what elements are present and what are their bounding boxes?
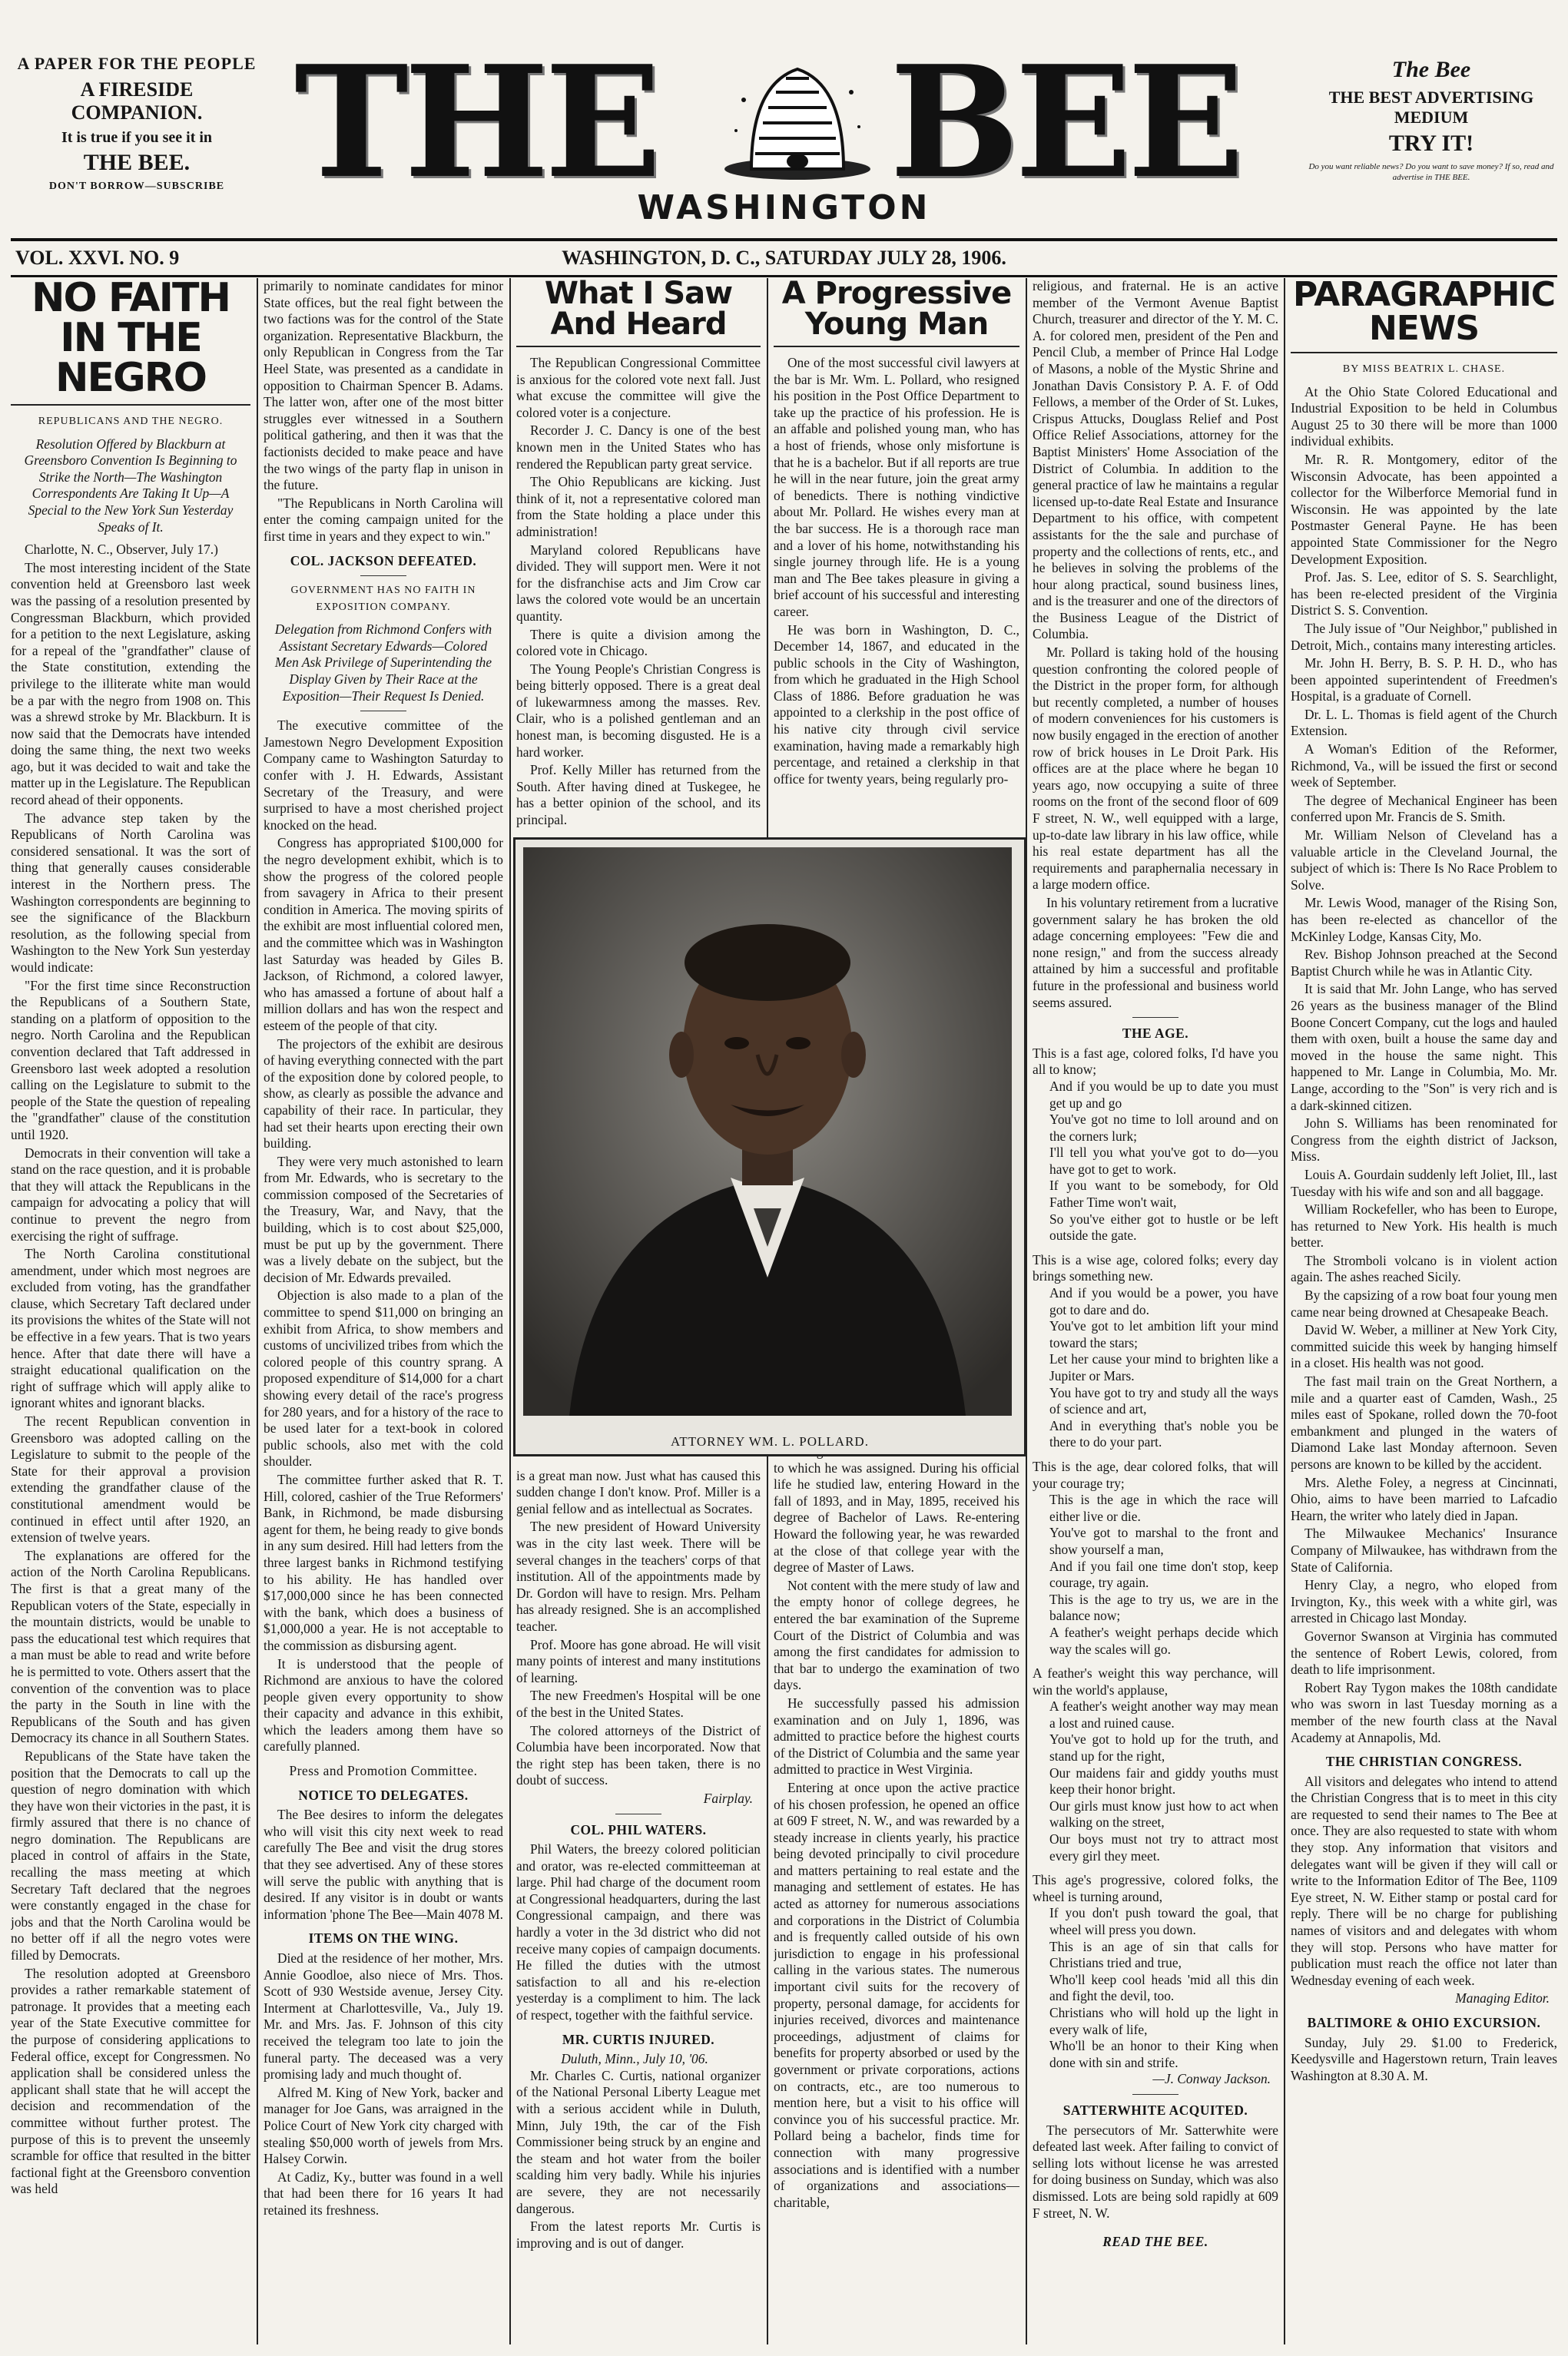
- paragraph: Prof. Jas. S. Lee, editor of S. S. Searchlight, has been re-elected president of the Virginia District S. S. Convention.: [1291, 569, 1557, 618]
- paragraph: Objection is also made to a plan of the committee to spend $11,000 on bringing an exhibit from Africa, to show members and customs of uncivilized tribes from which the colored people of this country sprang. A proposed expenditure of $14,000 for a chart showing every detail of the race's progress for 280 years, and for a history of the race to be used later for a text-book in colored public schools, also met with the cold shoulder.: [264, 1287, 503, 1470]
- column-rule: [257, 278, 258, 2344]
- paragraph: Mr. William Nelson of Cleveland has a valuable article in the Cleveland Journal, the subject of which is: There Is No Race Problem to Solve.: [1291, 827, 1557, 893]
- brand-the: THE: [294, 32, 658, 213]
- paragraph: The projectors of the exhibit are desirous of having everything connected with the part of the exposition done by colored people, to show, as clearly as possible the advance and capability of their race. In particular, they had set their hearts upon erecting their own building.: [264, 1036, 503, 1151]
- masthead: [14, 32, 1554, 238]
- column-2: [264, 278, 503, 2344]
- paragraph: Mr. Lewis Wood, manager of the Rising Son, has been re-elected as chancellor of the McKinley Lodge, Kansas City, Mo.: [1291, 895, 1557, 944]
- subhead: BALTIMORE & OHIO EXCURSION.: [1307, 2015, 1541, 2030]
- paragraph: The committee further asked that R. T. Hill, colored, cashier of the True Reformers' Bank, in Richmond, be made disbursing agent for them, he being ready to give bonds in any sum desired. Hill had letters from the three largest banks in Richmond testifying to his ability. He has handled over $17,000,000 since he has been connected with the bank, which does a business of $1,000,000 a year. He is not acceptable to the commission as disbursing agent.: [264, 1471, 503, 1653]
- poem-line: You've got to marshal to the front and show yourself a man,: [1049, 1525, 1278, 1557]
- paragraph: He was born in Washington, D. C., December 14, 1867, and educated in the public schools in the City of Washington, from which he graduated in the High School Class of 1886. Before graduation he was appointed to a clerkship in the post office of his native city through civil service examination, having made a remarkably high percentage, and retained a clerkship in that office for twenty years, being regularly pro-: [774, 621, 1019, 787]
- deck: Delegation from Richmond Confers with Assistant Secretary Edwards—Colored Men Ask Privilege of Superintending the Display Given by Their Race at the Exposition—Their Request Is Denied.: [274, 621, 492, 704]
- column-rule: [509, 278, 511, 2344]
- poem-line: A feather's weight perhaps decide which way the scales will go.: [1049, 1624, 1278, 1657]
- poem-line: Let her cause your mind to brighten like a Jupiter or Mars.: [1049, 1351, 1278, 1383]
- paragraph: Phil Waters, the breezy colored politician and orator, was re-elected committeeman at large. Phil had charge of the document room at Congressional headquarters, during the last Congressional campaign, and there was hardly a voter in the 3d district who did not receive many copies of campaign documents. He filled the duties with the utmost satisfaction to all and his re-election yesterday is a compliment to him. The lack of respect, together with the faithful service.: [516, 1841, 761, 2023]
- portrait-photo: [513, 837, 1026, 1456]
- right-ear-box: [1308, 54, 1554, 183]
- column-rule: [1284, 278, 1285, 2344]
- paragraph: The Young People's Christian Congress is being bitterly opposed. There is a great deal of lukewarmness among the masses. Rev. Clair, who is a polished gentleman and an honest man, is becoming disgusted. He is a hard worker.: [516, 661, 761, 760]
- poem-line: Who'll be an honor to their King when done with sin and strife.: [1049, 2038, 1278, 2070]
- signature: Fairplay.: [703, 1790, 753, 1806]
- subhead: Press and Promotion Committee.: [289, 1763, 478, 1779]
- poem-line: A feather's weight another way may mean a lost and ruined cause.: [1049, 1698, 1278, 1731]
- ear-line: A PAPER FOR THE PEOPLE: [17, 54, 257, 73]
- poem-line: You've got no time to loll around and on the corners lurk;: [1049, 1112, 1278, 1144]
- ear-line: The Bee: [1391, 57, 1471, 82]
- paragraph: The Ohio Republicans are kicking. Just think of it, not a representative colored man from the State holding a place under this administration!: [516, 474, 761, 539]
- portrait-man-icon: [523, 847, 1012, 1416]
- ear-line: DON'T BORROW—SUBSCRIBE: [48, 181, 225, 192]
- paragraph: Robert Ray Tygon makes the 108th candidate who was sworn in last Tuesday morning as a member of the new fourth class at the Naval Academy at Annapolis, Md.: [1291, 1679, 1557, 1745]
- poem-line: You've got to let ambition lift your mind toward the stars;: [1049, 1318, 1278, 1350]
- paragraph: Sunday, July 29. $1.00 to Frederick, Keedysville and Hagerstown return, Train leaves Washington at 8.30 A. M.: [1291, 2034, 1557, 2083]
- volume-number: VOL. XXVI. NO. 9: [15, 247, 180, 269]
- headline-no-faith: NO FAITH IN THE NEGRO: [11, 278, 250, 406]
- subhead: SATTERWHITE ACQUITED.: [1062, 2102, 1248, 2118]
- poem-line: This is a wise age, colored folks; every day brings something new.: [1033, 1251, 1278, 1284]
- deck: Resolution Offered by Blackburn at Greensboro Convention Is Beginning to Strike the North—The Washington Correspondents Are Taking It Up—A Special to the New York Sun Yesterday Speaks of It.: [24, 436, 237, 535]
- paragraph: Entering at once upon the active practice of his chosen profession, he opened an office at 609 F street, N. W., and was rewarded by a steady increase in clients yearly, his practice being devoted principally to civil procedure and matters pertaining to real estate and the managing and settlement of estates. He has acted as attorney for numerous associations and corporations in the District of Columbia and is frequently called outside of his own jurisdiction to engage in his professional calling in the various states. The numerous important civil suits for the recovery of property, personal damage, for accidents for injuries received, divorces and maintenance proceedings, adjustment of claims for benefits for property absorbed or used by the government or private corporations, actions on contracts, etc., are too numerous to mention here, but a visit to his office will convince you of his successful practice. Mr. Pollard being a bachelor, finds time for connection with many progressive associations and is identified with a number of organizations and associations—charitable,: [774, 1779, 1019, 2210]
- footer-slogan: READ THE BEE.: [1102, 2234, 1208, 2250]
- poem-line: This is an age of sin that calls for Christians tried and true,: [1049, 1938, 1278, 1971]
- paragraph: "For the first time since Reconstruction the Republicans of a Southern State, standing on a platform of opposition to the negro. North Carolina and the Republican convention declared that Taft addressed in Greensboro last week adopted a resolution calling on the Legislature to submit to the people of the State the question of repealing the "grandfather" clause of the constitution until 1920.: [11, 977, 250, 1142]
- paragraph: At Cadiz, Ky., butter was found in a well that had been there for 16 years It had retained its freshness.: [264, 2169, 503, 2218]
- paragraph: religious, and fraternal. He is an active member of the Vermont Avenue Baptist Church, treasurer and director of the Y. M. C. A. for colored men, president of the Pen and Pencil Club, a member of Prince Hal Lodge of Masons, a noble of the Mystic Shrine and Jonathan Davis Consistory P. A. F. of Odd Fellows, a member of the Order of St. Lukes, Crispus Attucks, Douglass Relief and Post Office Relief Associations, attorney for the Baptist Ministers' Home Association of the District of Columbia. In addition to the general practice of law he maintains a regular licensed up-to-date Real Estate and Insurance Department to his office, with competent assistants for the the sale and purchase of property and the collections of rents, etc., and he believes in solving the problems of the hour along practical, sound business lines, and is the treasurer and one of the directors of the Business League of the District of Columbia.: [1033, 278, 1278, 642]
- column-6: [1291, 278, 1557, 2344]
- ear-line: THE BEE.: [83, 150, 191, 175]
- poem-line: If you want to be somebody, for Old Father Time won't wait,: [1049, 1178, 1278, 1211]
- paragraph: to which he was assigned. During his official life he studied law, entering Howard in the fall of 1893, and in May, 1895, received his degree of Bachelor of Laws. Re-entering Howard the following year, he was rewarded at the close of that college year with the degree of Master of Laws.: [774, 1460, 1019, 1576]
- paragraph: Henry Clay, a negro, who eloped from Irvington, Ky., this week with a white girl, was arrested in Chicago last Monday.: [1291, 1577, 1557, 1626]
- paragraph: Congress has appropriated $100,000 for the negro development exhibit, which is to show the progress of the colored people from savagery in Africa to their present condition in America. The moving spirits of the exhibit are most influential colored men, and the committee which was in Washington last Saturday was headed by Giles B. Jackson, of Richmond, a colored lawyer, who has amassed a fortune of about half a million dollars and has won the respect and esteem of the people of that city.: [264, 835, 503, 1033]
- paragraph: Mr. Pollard is taking hold of the housing question confronting the colored people of the District in the proper form, for although but recently completed, a number of houses of modern conveniences for his customers is now busily engaged in the erection of another row of brick houses in Le Droit Park. His offices are at the place where he began 10 years ago, now occupying a suite of three rooms on the front of the second floor of 609 F street, N. W., well equipped with a large, up-to-date law library in his law office, while his real estate department has all the requirements and paraphernalia necessary in a large modern office.: [1033, 645, 1278, 893]
- paragraph: The advance step taken by the Republicans of North Carolina was considered sensational. It was the sort of thing that generally causes considerable interest in the Northern press. The Washington correspondents are beginning to see the significance of the Blackburn resolution, as the following special from Washington to the New York Sun yesterday would indicate:: [11, 810, 250, 975]
- subhead: ITEMS ON THE WING.: [308, 1930, 459, 1947]
- divider: [360, 575, 406, 576]
- paragraph: Prof. Kelly Miller has returned from the South. After having dined at Tuskegee, he has a better opinion of the school, and its principal.: [516, 762, 761, 828]
- poem-line: And if you fail one time don't stop, keep courage, try again.: [1049, 1558, 1278, 1591]
- paragraph: The degree of Mechanical Engineer has been conferred upon Mr. Francis de S. Smith.: [1291, 792, 1557, 825]
- left-ear-box: [14, 54, 260, 193]
- paragraph: The new president of Howard University was in the city last week. There will be several changes in the teachers' corps of that institution. All of the appointments made by Dr. Gordon will have to resign. Mrs. Pelham has already resigned. She is an accomplished teacher.: [516, 1519, 761, 1634]
- paragraph: The explanations are offered for the action of the North Carolina Republicans. The first is that a great many of the Republican voters of the State, especially in the mountain districts, would be unable to pass the educational test which requires that a man must be able to read and write before he is permitted to vote. Others assert that the convention of the convention was to place the party in the South in line with the Republicans of the South and has given Democracy its chance in all Southern States.: [11, 1547, 250, 1746]
- headline-paragraphic-news: PARAGRAPHIC NEWS: [1291, 278, 1557, 353]
- issue-date: WASHINGTON, D. C., SATURDAY JULY 28, 1906.: [562, 247, 1006, 269]
- paragraph: From the latest reports Mr. Curtis is improving and is out of danger.: [516, 2218, 761, 2251]
- dateline-bar: [11, 238, 1557, 277]
- dateline-small: Duluth, Minn., July 10, '06.: [561, 2051, 708, 2067]
- poem-line: And if you would be a power, you have got to dare and do.: [1049, 1285, 1278, 1317]
- paragraph: Mr. R. R. Montgomery, editor of the Wisconsin Advocate, has been appointed a collector for the Wilberforce Memorial fund in Wisconsin. He was appointed by the late Postmaster General Payne. He has been appointed State Commissioner for the Negro Development Exposition.: [1291, 451, 1557, 567]
- paragraph: A Woman's Edition of the Reformer, Richmond, Va., will be issued the first or second week of September.: [1291, 741, 1557, 790]
- ear-line: A FIRESIDE COMPANION.: [71, 78, 203, 124]
- poem-line: Our boys must not try to attract most every girl they meet.: [1049, 1831, 1278, 1864]
- poem-the-age: [1033, 1045, 1278, 2072]
- subhead: MR. CURTIS INJURED.: [562, 2031, 715, 2047]
- paragraph: The Bee desires to inform the delegates who will visit this city next week to read carefully The Bee and visit the drug stores that they see advertised. Any of these stores will serve the public with anything that is desired. If any visitor is in doubt or wants information 'phone The Bee—Main 4078 M.: [264, 1807, 503, 1922]
- paragraph: Charlotte, N. C., Observer, July 17.): [25, 542, 218, 558]
- column-5: [1033, 278, 1278, 2344]
- paragraph: Rev. Bishop Johnson preached at the Second Baptist Church while he was in Atlantic City.: [1291, 946, 1557, 979]
- divider: [1132, 1017, 1178, 1018]
- signature: Managing Editor.: [1455, 1990, 1550, 2006]
- paragraph: is a great man now. Just what has caused this sudden change I don't know. Prof. Miller is a genial fellow and as intellectual as Socrates.: [516, 1467, 761, 1516]
- paragraph: He successfully passed his admission examination and on July 1, 1896, was admitted to practice before the highest courts of the District of Columbia and the same year admitted to practice in West Virginia.: [774, 1695, 1019, 1778]
- headline-what-i-saw: What I Saw And Heard: [516, 278, 761, 347]
- paragraph: All visitors and delegates who intend to attend the Christian Congress that is to meet in this city are requested to send their names to The Bee at once. They are also requested to state with whom they stop. Any information that visitors and delegates want will be given if they will call or write to the Information Editor of The Bee, 1109 Eye street, N. W. Either stamp or postal card for reply. There will be no charge for publishing names of visitors and and delegates with whom they will stop. Persons who have matter for publication must reach the office not later than Wednesday evening of each week.: [1291, 1773, 1557, 1988]
- paragraph: The Stromboli volcano is in violent action again. The ashes reached Sicily.: [1291, 1252, 1557, 1285]
- poem-line: This age's progressive, colored folks, the wheel is turning around,: [1033, 1872, 1278, 1904]
- paragraph: Governor Swanson at Virginia has commuted the sentence of Robert Lewis, colored, from death to life imprisonment.: [1291, 1628, 1557, 1678]
- paragraph: At the Ohio State Colored Educational and Industrial Exposition to be held in Columbus August 25 to 30 there will be more than 1000 individual exhibits.: [1291, 383, 1557, 449]
- masthead-city: WASHINGTON: [637, 188, 931, 227]
- subhead: THE CHRISTIAN CONGRESS.: [1325, 1754, 1523, 1770]
- ear-line: THE BEST ADVERTISING MEDIUM: [1328, 88, 1534, 127]
- paragraph: The new Freedmen's Hospital will be one of the best in the United States.: [516, 1688, 761, 1720]
- paragraph: The fast mail train on the Great Northern, a mile and a quarter east of Camden, Wash., 25 miles east of Spokane, rolled down the 70-foot embankment and plunged in the waters of Diamond Lake last Monday afternoon. Seven persons are known to be killed by the accident.: [1291, 1374, 1557, 1472]
- signature: —J. Conway Jackson.: [1152, 2071, 1271, 2087]
- ear-line: It is true if you see it in: [61, 129, 213, 146]
- column-1: [11, 278, 250, 2344]
- poem-line: A feather's weight this way perchance, will win the world's applause,: [1033, 1665, 1278, 1698]
- paragraph: Died at the residence of her mother, Mrs. Annie Goodloe, also niece of Mrs. Thos. Scott of 930 Westside avenue, Jersey City. Interment at Charlottesville, Va., July 19. Mr. and Mrs. Jas. F. Johnson of this city received the telegram too late to join the funeral party. The deceased was a very promising lady and much thought of.: [264, 1950, 503, 2083]
- paragraph: The executive committee of the Jamestown Negro Development Exposition Company came to Washington Saturday to confer with J. H. Edwards, Assistant Secretary of the Treasury, and were surprised to have a most cherished project knocked on the head.: [264, 717, 503, 833]
- paragraph: Democrats in their convention will take a stand on the race question, and it is probable that they will attack the Republicans in the campaign for advocating a policy that will continue to prevent the negro from exercising the right of suffrage.: [11, 1145, 250, 1244]
- beehive-icon: [721, 54, 874, 184]
- brand-bee: BEE: [890, 32, 1240, 213]
- poem-line: This is a fast age, colored folks, I'd have you all to know;: [1033, 1045, 1278, 1078]
- paragraph: Mr. John H. Berry, B. S. P. H. D., who has been appointed superintendent of Freedmen's Hospital, is a graduate of Cornell.: [1291, 655, 1557, 704]
- poem-line: You have got to try and study all the ways of science and art,: [1049, 1384, 1278, 1417]
- paragraph: There is quite a division among the colored vote in Chicago.: [516, 626, 761, 659]
- byline: BY MISS BEATRIX L. CHASE.: [1342, 363, 1506, 375]
- ear-line: Do you want reliable news? Do you want to save money? If so, read and advertise in THE BEE.: [1308, 162, 1554, 182]
- poem-line: This is the age to try us, we are in the balance now;: [1049, 1591, 1278, 1624]
- paragraph: It is said that Mr. John Lange, who has served 26 years as the business manager of the Blind Boone Concert Company, cut the logs and hauled them with oxen, built a house the same day and moved in the house the same night. This happened to Mr. Lange in Columbia, Mo. Mr. Lange, according to the "Son" is very rich and is a dark-skinned citizen.: [1291, 981, 1557, 1113]
- subhead: COL. JACKSON DEFEATED.: [290, 552, 477, 568]
- paragraph: John S. Williams has been renominated for Congress from the eighth district of Jackson, Miss.: [1291, 1115, 1557, 1165]
- poem-line: I'll tell you what you've got to do—you have got to get to work.: [1049, 1145, 1278, 1177]
- ear-line: TRY IT!: [1388, 131, 1474, 156]
- poem-line: This is the age, dear colored folks, that will your courage try;: [1033, 1458, 1278, 1491]
- poem-line: If you don't push toward the goal, that wheel will press you down.: [1049, 1905, 1278, 1937]
- poem-line: This is the age in which the race will either live or die.: [1049, 1492, 1278, 1524]
- paragraph: They were very much astonished to learn from Mr. Edwards, who is secretary to the commission composed of the Secretaries of the Treasury, War, and Navy, that the building, which is to cost about $25,000, must be put up by the government. There was a lively debate on the subject, but the decision of Mr. Edwards prevailed.: [264, 1153, 503, 1285]
- headline-progressive-young-man: A Progressive Young Man: [774, 278, 1019, 347]
- paragraph: By the capsizing of a row boat four young men came near being drowned at Chesapeake Beach.: [1291, 1287, 1557, 1320]
- paragraph: Mrs. Alethe Foley, a negress at Cincinnati, Ohio, aims to have been married to Lafcadio Hearn, the writer who lately died in Japan.: [1291, 1474, 1557, 1523]
- paragraph: Recorder J. C. Dancy is one of the best known men in the United States who has rendered the Republican party great service.: [516, 422, 761, 472]
- paragraph: The colored attorneys of the District of Columbia have been incorporated. Now that the right step has been taken, there is no doubt of success.: [516, 1722, 761, 1788]
- subhead: THE AGE.: [1122, 1026, 1189, 1042]
- paragraph: The North Carolina constitutional amendment, under which most negroes are excluded from voting, has the grandfather clause, which Secretary Taft declared under its provisions the whites of the State will not be effective in a few years. That is two years hence. After that date there will have a straight educational qualification on the right of suffrage which will apply alike to ignorant whites and ignorant blacks.: [11, 1246, 250, 1411]
- paragraph: The Milwaukee Mechanics' Insurance Company of Milwaukee, has withdrawn from the State of California.: [1291, 1526, 1557, 1575]
- paragraph: The most interesting incident of the State convention held at Greensboro last week was the passing of a resolution presented by Congressman Blackburn, which provided for a petition to the next Legislature, asking for a repeal of the "grandfather" clause of the State constitution, extending the privilege to the illiterate white man would be a par with the negro from 1908 on. This was a shrewd stroke by Mr. Blackburn. It is now said that the Democrats have intended doing the same thing, the next two weeks ago, but it was decided to wait and take the matter up in the Legislature. The Republican record ahead of their opponents.: [11, 559, 250, 808]
- poem-line: Our girls must know just how to act when walking on the street,: [1049, 1798, 1278, 1831]
- paragraph: primarily to nominate candidates for minor State offices, but the real fight between the two factions was for the control of the State organization. Representative Blackburn, the only Republican in Congress from the Tar Heel State, was presented as a candidate in opposition to Chairman Spencer B. Adams. The latter won, after one of the most bitter struggles ever witnessed in a Southern political gathering, and then it was that the factionists decided to make peace and have the two wings of the party flap in unison in the future.: [264, 278, 503, 493]
- paragraph: One of the most successful civil lawyers at the bar is Mr. Wm. L. Pollard, who resigned his position in the Post Office Department to take up the practice of his profession. He is an affable and polished young man, who has a host of friends, whose only misfortune is that he is a bachelor. But if all reports are true he will in the near future, join the great army of benedicts. There is nothing vindictive about Mr. Pollard. He wishes every man at the bar success. He is a thorough race man and a lover of his home, notwithstanding his single journey through life. He is a young man and The Bee takes pleasure in giving a brief account of his successful and interesting career.: [774, 355, 1019, 619]
- paragraph: Republicans of the State have taken the position that the Democrats to call up the question of negro domination with which they have won their victories in the past, it is firmly assured that there is no chance of negro domination. The Republicans are placed in control of affairs in the State, recalling the mass meeting at which Secretary Taft declared that the negroes were constantly engaged in the chase for jobs and that the North Carolina would be no better off if all the negro votes were filled by Democrats.: [11, 1748, 250, 1963]
- paragraph: It is understood that the people of Richmond are anxious to have the colored people given every opportunity to show their capacity and advance in this exhibit, which the leaders among them have so carefully planned.: [264, 1655, 503, 1755]
- subhead: COL. PHIL WATERS.: [570, 1821, 707, 1837]
- paragraph: Dr. L. L. Thomas is field agent of the Church Extension.: [1291, 706, 1557, 739]
- paragraph: Mr. Charles C. Curtis, national organizer of the National Personal Liberty League met with a serious accident while in Duluth, Minn, July 19th, the car of the Fish Commissioner being struck by an engine and the steam and hot water from the boiler scalding him very badly. While his injuries are severe, they are not necessarily dangerous.: [516, 2067, 761, 2216]
- poem-line: And in everything that's noble you be there to do your part.: [1049, 1417, 1278, 1450]
- paragraph: The resolution adopted at Greensboro provides a rather remarkable statement of patronage. It provides that a meeting each year of the State Executive committee for the purpose of considering applications to Federal office, except for Congressmen. No application shall be considered unless the applicant shall state that he will accept the decision and recommendation of the committee without further protest. The purpose of this is to prevent the unseemly scramble for office that resulted in the bitter factional fight at the Greensboro convention was held: [11, 1965, 250, 2197]
- poem-line: You've got to hold up for the truth, and stand up for the right,: [1049, 1731, 1278, 1765]
- kicker: GOVERNMENT HAS NO FAITH IN EXPOSITION COMPANY.: [290, 585, 476, 613]
- paragraph: In his voluntary retirement from a lucrative government salary he has broken the old adage concerning employees: "Few die and none resign," and from the success already attained by him a successful and profitable future in the professional and business world seems assured.: [1033, 894, 1278, 1010]
- paragraph: David W. Weber, a milliner at New York City, committed suicide this week by hanging himself in a closet. His health was not good.: [1291, 1322, 1557, 1371]
- paragraph: Prof. Moore has gone abroad. He will visit many points of interest and many institutions of learning.: [516, 1636, 761, 1685]
- paragraph: The recent Republican convention in Greensboro was adopted calling on the Legislature to submit to the people of the State for their approval a provision extending the grandfather clause of the constitutional amendment would be continued in effect until after 1920, an extension of twelve years.: [11, 1413, 250, 1546]
- paragraph: The Republican Congressional Committee is anxious for the colored vote next fall. Just what excuse the committee will give the colored voter is a conjecture.: [516, 355, 761, 420]
- paragraph: Not content with the mere study of law and the empty honor of college degrees, he entered the bar examination of the Supreme Court of the District of Columbia and was among the first candidates for admission to that bar to undergo the examination of two days.: [774, 1577, 1019, 1693]
- paragraph: The July issue of "Our Neighbor," published in Detroit, Mich., contains many interesting articles.: [1291, 620, 1557, 653]
- subhead: NOTICE TO DELEGATES.: [298, 1787, 469, 1803]
- poem-line: Who'll keep cool heads 'mid all this din and fight the devil, too.: [1049, 1971, 1278, 2004]
- paragraph: William Rockefeller, who has been to Europe, has returned to New York. His health is much better.: [1291, 1201, 1557, 1251]
- poem-line: Christians who will hold up the light in every walk of life,: [1049, 2004, 1278, 2037]
- poem-line: So you've either got to hustle or be left outside the gate.: [1049, 1211, 1278, 1244]
- paragraph: The persecutors of Mr. Satterwhite were defeated last week. After failing to convict of selling lots without license he was arrested for doing business on Sunday, which was also dismissed. Lots are being sold rapidly at 609 F street, N. W.: [1033, 2122, 1278, 2221]
- portrait-caption: ATTORNEY WM. L. POLLARD.: [671, 1434, 869, 1449]
- paragraph: Maryland colored Republicans have divided. They will support men. Were it not for the disfranchise acts and Jim Crow car laws the colored vote would be an uncertain quantity.: [516, 542, 761, 624]
- paragraph: "The Republicans in North Carolina will enter the coming campaign united for the first time in years and they expect to win.": [264, 495, 503, 544]
- kicker: REPUBLICANS AND THE NEGRO.: [38, 416, 224, 427]
- divider: [1132, 2094, 1178, 2095]
- poem-line: And if you would be up to date you must get up and go: [1049, 1078, 1278, 1111]
- paragraph: Alfred M. King of New York, backer and manager for Joe Gans, was arraigned in the Police Court of New York city charged with stealing $50,000 worth of jewels from Mrs. Halsey Corwin.: [264, 2084, 503, 2167]
- poem-line: Our maidens fair and giddy youths must keep their honor bright.: [1049, 1765, 1278, 1798]
- paragraph: Louis A. Gourdain suddenly left Joliet, Ill., last Tuesday with his wife and son and all baggage.: [1291, 1166, 1557, 1199]
